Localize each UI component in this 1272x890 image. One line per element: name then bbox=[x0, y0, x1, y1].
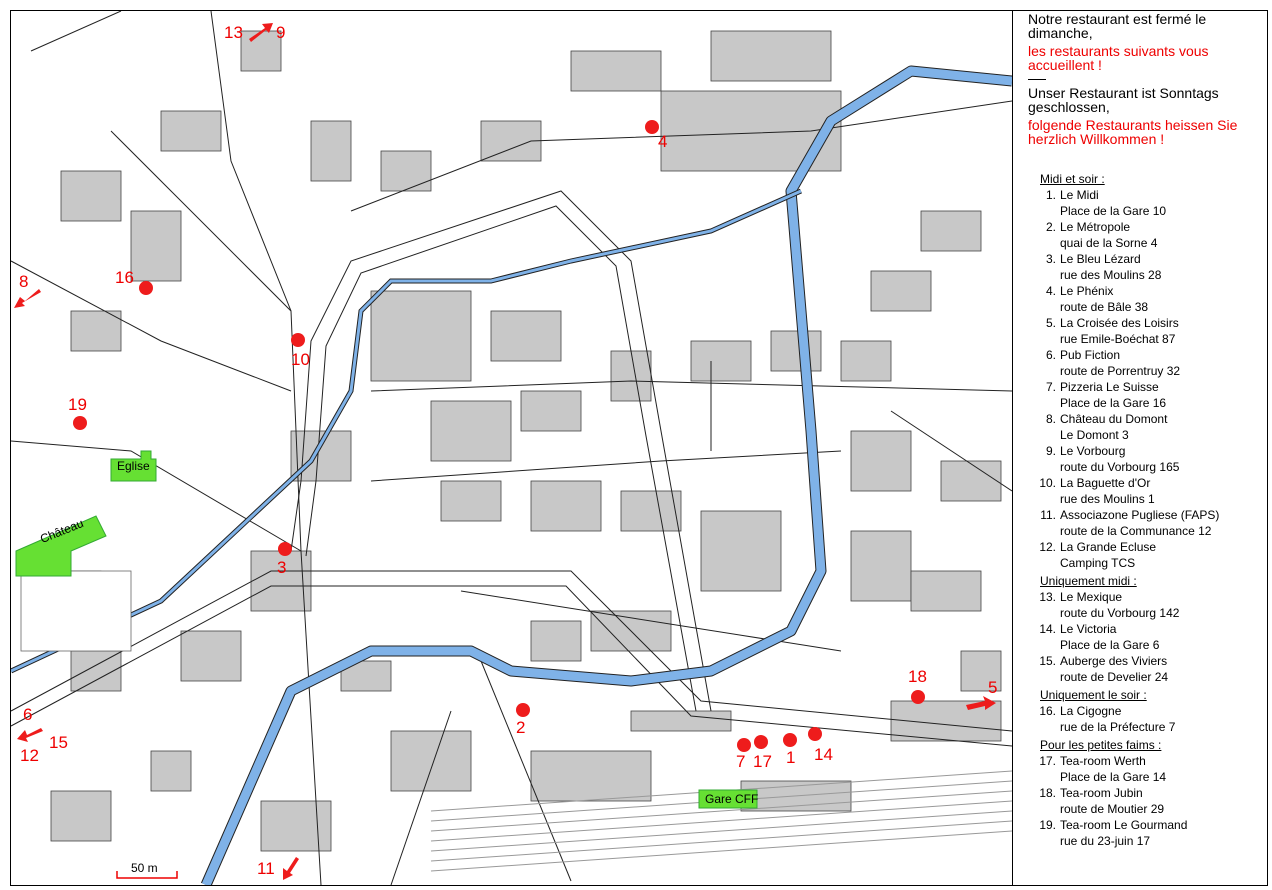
legend-item[interactable] bbox=[1028, 379, 1264, 411]
marker-label-11: 11 bbox=[257, 859, 275, 878]
scale-bar-label: 50 m bbox=[131, 861, 158, 875]
chateau-courtyard bbox=[21, 571, 131, 651]
marker-dot-1[interactable] bbox=[783, 733, 797, 747]
restaurant-address: Place de la Gare 6 bbox=[1060, 638, 1160, 652]
legend-item-number: 18. bbox=[1039, 786, 1056, 800]
legend-item[interactable] bbox=[1028, 251, 1264, 283]
marker-dot-17[interactable] bbox=[754, 735, 768, 749]
legend-item[interactable] bbox=[1028, 817, 1264, 849]
legend-item[interactable] bbox=[1028, 621, 1264, 653]
marker-label-7: 7 bbox=[736, 752, 746, 771]
restaurant-address: route de Porrentruy 32 bbox=[1060, 364, 1181, 378]
restaurant-name: Le Mexique bbox=[1060, 590, 1123, 604]
marker-label-5: 5 bbox=[988, 678, 998, 697]
legend-divider bbox=[1012, 10, 1013, 886]
legend-item-text bbox=[1060, 187, 1166, 219]
restaurant-name: La Grande Ecluse bbox=[1060, 540, 1157, 554]
legend-item[interactable] bbox=[1028, 443, 1264, 475]
marker-label-8: 8 bbox=[19, 272, 29, 291]
restaurant-address: Place de la Gare 14 bbox=[1060, 770, 1167, 784]
legend-item-text bbox=[1060, 315, 1179, 347]
marker-dot-18[interactable] bbox=[911, 690, 925, 704]
restaurant-address: Place de la Gare 10 bbox=[1060, 204, 1167, 218]
legend-item-text bbox=[1060, 539, 1156, 571]
legend-item[interactable] bbox=[1028, 283, 1264, 315]
marker-label-2: 2 bbox=[516, 718, 526, 737]
restaurant-address: route du Vorbourg 165 bbox=[1060, 460, 1180, 474]
legend-item-text bbox=[1060, 251, 1161, 283]
restaurant-list bbox=[1028, 172, 1264, 849]
legend-item-number: 11. bbox=[1040, 508, 1056, 522]
legend-item-number: 13. bbox=[1039, 590, 1056, 604]
gare-cff-label: Gare CFF bbox=[705, 792, 759, 806]
legend-item-text bbox=[1060, 753, 1166, 785]
restaurant-name: Auberge des Viviers bbox=[1060, 654, 1168, 668]
railway bbox=[431, 771, 1012, 871]
legend-item[interactable] bbox=[1028, 703, 1264, 735]
legend-item-number: 15. bbox=[1039, 654, 1056, 668]
marker-dot-2[interactable] bbox=[516, 703, 530, 717]
chateau-label: Château bbox=[38, 516, 86, 546]
restaurant-name: Tea-room Werth bbox=[1060, 754, 1146, 768]
legend-item-text bbox=[1060, 653, 1168, 685]
restaurant-address: rue de la Préfecture 7 bbox=[1060, 720, 1176, 734]
restaurant-address: rue Emile-Boéchat 87 bbox=[1060, 332, 1176, 346]
restaurant-name: Tea-room Le Gourmand bbox=[1060, 818, 1188, 832]
legend-item-text bbox=[1060, 817, 1187, 849]
legend-item-number: 5. bbox=[1045, 316, 1056, 330]
restaurant-name: Le Phénix bbox=[1060, 284, 1114, 298]
marker-label-12: 12 bbox=[20, 746, 39, 765]
restaurant-name: Château du Domont bbox=[1060, 412, 1168, 426]
legend-section-title: Uniquement le soir : bbox=[1040, 688, 1147, 702]
restaurant-name: Le Métropole bbox=[1060, 220, 1131, 234]
marker-label-9: 9 bbox=[276, 23, 286, 42]
arrow-11[interactable] bbox=[283, 857, 299, 880]
legend-panel bbox=[1028, 12, 1264, 849]
marker-label-13: 13 bbox=[224, 23, 243, 42]
map-drawing bbox=[11, 11, 1012, 885]
restaurant-address: route de Develier 24 bbox=[1060, 670, 1169, 684]
restaurant-name: Le Midi bbox=[1060, 188, 1099, 202]
marker-label-15: 15 bbox=[49, 733, 68, 752]
legend-section-title: Pour les petites faims : bbox=[1040, 738, 1162, 752]
language-separator bbox=[1028, 79, 1046, 80]
notice-fr-welcome: les restaurants suivants vous accueillent ! bbox=[1028, 43, 1209, 73]
legend-item-text bbox=[1060, 411, 1167, 443]
legend-item-number: 9. bbox=[1045, 444, 1056, 458]
notice-de-welcome: folgende Restaurants heissen Sie herzlich Willkommen ! bbox=[1028, 117, 1238, 147]
eglise-label: Eglise bbox=[117, 459, 150, 473]
marker-label-1: 1 bbox=[786, 748, 796, 767]
legend-item[interactable] bbox=[1028, 187, 1264, 219]
restaurant-name: Le Bleu Lézard bbox=[1060, 252, 1141, 266]
arrow-6-12-15[interactable] bbox=[17, 728, 43, 742]
marker-dot-7[interactable] bbox=[737, 738, 751, 752]
restaurant-name: Tea-room Jubin bbox=[1060, 786, 1143, 800]
legend-item-number: 3. bbox=[1045, 252, 1056, 266]
legend-item[interactable] bbox=[1028, 411, 1264, 443]
restaurant-address: route de Bâle 38 bbox=[1060, 300, 1149, 314]
restaurant-name: La Croisée des Loisirs bbox=[1060, 316, 1179, 330]
restaurant-name: La Cigogne bbox=[1060, 704, 1122, 718]
marker-dot-14[interactable] bbox=[808, 727, 822, 741]
legend-section-title: Uniquement midi : bbox=[1040, 574, 1137, 588]
marker-dot-16[interactable] bbox=[139, 281, 153, 295]
legend-item-text bbox=[1060, 443, 1179, 475]
marker-label-18: 18 bbox=[908, 667, 927, 686]
legend-item[interactable] bbox=[1028, 475, 1264, 507]
legend-item-number: 16. bbox=[1039, 704, 1056, 718]
legend-item[interactable] bbox=[1028, 539, 1264, 571]
legend-item-text bbox=[1060, 347, 1180, 379]
restaurant-name: Le Vorbourg bbox=[1060, 444, 1126, 458]
legend-item-number: 17. bbox=[1039, 754, 1056, 768]
restaurant-name: La Baguette d'Or bbox=[1060, 476, 1151, 490]
legend-item[interactable] bbox=[1028, 753, 1264, 785]
legend-item-text bbox=[1060, 219, 1157, 251]
restaurant-address: Place de la Gare 16 bbox=[1060, 396, 1167, 410]
marker-dot-3[interactable] bbox=[278, 542, 292, 556]
restaurant-address: route de Moutier 29 bbox=[1060, 802, 1165, 816]
marker-label-3: 3 bbox=[277, 558, 287, 577]
legend-item-number: 8. bbox=[1045, 412, 1056, 426]
arrow-8[interactable] bbox=[14, 289, 41, 308]
legend-item-text bbox=[1060, 379, 1166, 411]
restaurant-address: rue des Moulins 28 bbox=[1060, 268, 1162, 282]
legend-item-text bbox=[1060, 703, 1175, 735]
marker-dot-4[interactable] bbox=[645, 120, 659, 134]
restaurant-name: Le Victoria bbox=[1060, 622, 1117, 636]
restaurant-name: Pizzeria Le Suisse bbox=[1060, 380, 1159, 394]
legend-item[interactable] bbox=[1028, 785, 1264, 817]
restaurant-address: Camping TCS bbox=[1060, 556, 1136, 570]
legend-item-number: 14. bbox=[1039, 622, 1056, 636]
legend-section-title: Midi et soir : bbox=[1040, 172, 1105, 186]
marker-dot-19[interactable] bbox=[73, 416, 87, 430]
notice-de-closed: Unser Restaurant ist Sonntags geschlossen, bbox=[1028, 85, 1219, 115]
marker-dot-10[interactable] bbox=[291, 333, 305, 347]
marker-label-17: 17 bbox=[753, 752, 772, 771]
legend-item-text bbox=[1060, 621, 1159, 653]
marker-label-10: 10 bbox=[291, 350, 310, 369]
restaurant-address: rue du 23-juin 17 bbox=[1060, 834, 1151, 848]
legend-item-text bbox=[1060, 475, 1155, 507]
marker-label-19: 19 bbox=[68, 395, 87, 414]
restaurant-address: Le Domont 3 bbox=[1060, 428, 1129, 442]
legend-item-number: 12. bbox=[1039, 540, 1056, 554]
restaurant-address: route du Vorbourg 142 bbox=[1060, 606, 1180, 620]
legend-item-number: 19. bbox=[1039, 818, 1056, 832]
legend-item[interactable] bbox=[1028, 507, 1264, 539]
notice-fr-closed: Notre restaurant est fermé le dimanche, bbox=[1028, 11, 1207, 41]
legend-item[interactable] bbox=[1028, 219, 1264, 251]
restaurant-name: Pub Fiction bbox=[1060, 348, 1121, 362]
restaurant-address: rue des Moulins 1 bbox=[1060, 492, 1155, 506]
legend-item[interactable] bbox=[1028, 315, 1264, 347]
city-map[interactable] bbox=[11, 11, 1012, 885]
legend-item-number: 1. bbox=[1045, 188, 1056, 202]
restaurant-address: route de la Communance 12 bbox=[1060, 524, 1212, 538]
marker-label-4: 4 bbox=[658, 132, 668, 151]
legend-item-number: 2. bbox=[1045, 220, 1056, 234]
marker-label-16: 16 bbox=[115, 268, 134, 287]
legend-item-number: 7. bbox=[1045, 380, 1056, 394]
legend-item[interactable] bbox=[1028, 589, 1264, 621]
legend-item-number: 10. bbox=[1039, 476, 1056, 490]
legend-item-text bbox=[1060, 785, 1164, 817]
restaurant-name: Associazone Pugliese (FAPS) bbox=[1060, 508, 1220, 522]
legend-item[interactable] bbox=[1028, 653, 1264, 685]
legend-item-text bbox=[1060, 283, 1148, 315]
legend-item-text bbox=[1060, 589, 1179, 621]
marker-label-6: 6 bbox=[23, 705, 33, 724]
legend-item[interactable] bbox=[1028, 347, 1264, 379]
legend-item-number: 4. bbox=[1045, 284, 1056, 298]
legend-item-number: 6. bbox=[1045, 348, 1056, 362]
legend-item-text bbox=[1060, 507, 1219, 539]
marker-label-14: 14 bbox=[814, 745, 833, 764]
restaurant-address: quai de la Sorne 4 bbox=[1060, 236, 1158, 250]
